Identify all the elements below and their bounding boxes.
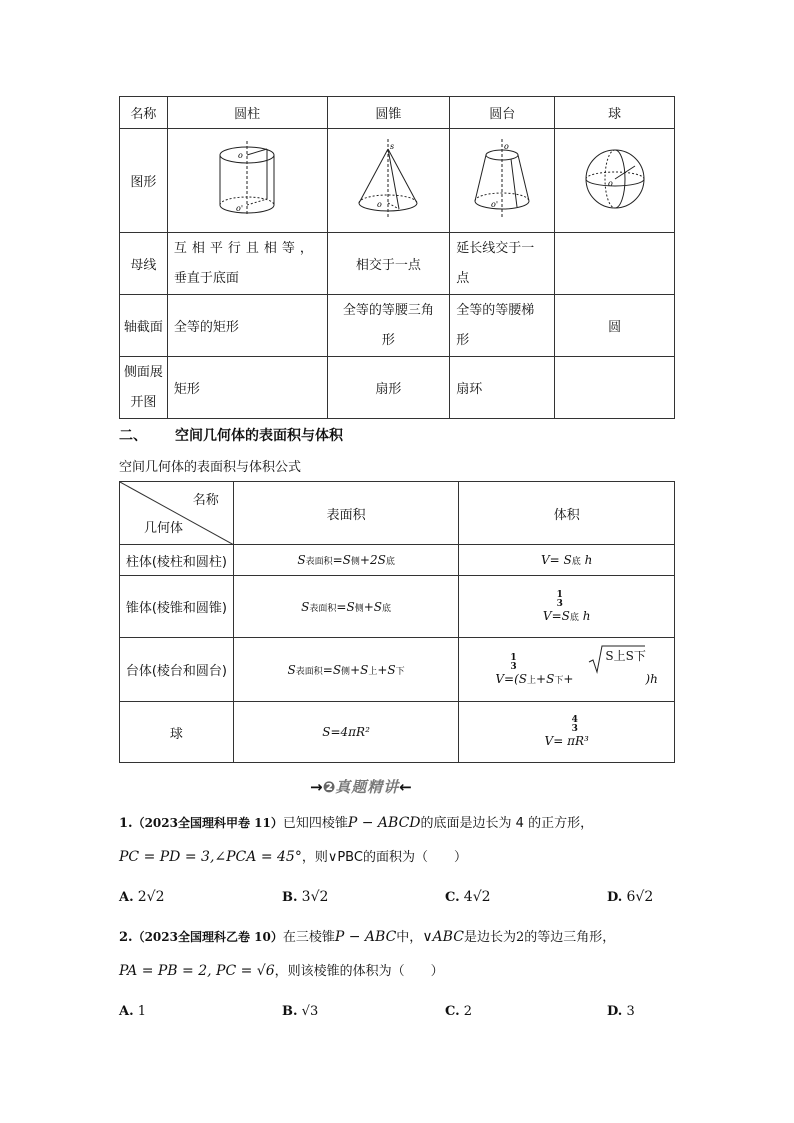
cone-generatrix: 相交于一点	[327, 233, 450, 295]
sphere-axial: 圆	[555, 295, 675, 357]
sphere-volume-formula: 4 3 V= πR³	[459, 702, 675, 763]
q1-option-d[interactable]: D. 6√2	[607, 889, 654, 905]
cylinder-figure	[167, 129, 327, 233]
cone-axial: 全等的等腰三角 形	[327, 295, 450, 357]
svg-text:o: o	[504, 141, 510, 151]
q2-option-a[interactable]: A. 1	[119, 1004, 147, 1019]
row-label-frustum: 台体(棱台和圆台)	[120, 638, 234, 702]
section-number: 二、	[119, 428, 147, 444]
row-label-generatrix: 母线	[120, 233, 168, 295]
frustum-generatrix: 延长线交于一 点	[450, 233, 555, 295]
cylinder-lateral: 矩形	[167, 357, 327, 419]
frustum-axial: 全等的等腰梯 形	[450, 295, 555, 357]
row-label-lateral: 侧面展 开图	[120, 357, 168, 419]
corner-top-label: 名称	[192, 493, 219, 508]
frustum-lateral: 扇环	[450, 357, 555, 419]
header-sphere: 球	[555, 97, 675, 129]
section-heading	[119, 425, 343, 445]
cylinder-axial: 全等的矩形	[167, 295, 327, 357]
question-2-line-2: PA = PB = 2, PC = √6，则该棱锥的体积为（ ）	[119, 963, 444, 979]
frustum-figure	[450, 129, 555, 233]
frustum-surface-formula: S表面积=S侧+S上+S下	[233, 638, 459, 702]
svg-text:o: o	[377, 199, 383, 209]
svg-text:o': o'	[236, 203, 244, 213]
sqrt-content: S上S下	[605, 649, 646, 663]
header-frustum: 圆台	[450, 97, 555, 129]
svg-text:o: o	[607, 178, 613, 188]
cone-figure	[327, 129, 450, 233]
section-subtitle: 空间几何体的表面积与体积公式	[119, 460, 302, 475]
svg-text:s: s	[390, 141, 395, 151]
row-label-shape: 图形	[120, 129, 168, 233]
row-label-prism: 柱体(棱柱和圆柱)	[120, 545, 234, 576]
sphere-generatrix	[555, 233, 675, 295]
sphere-icon	[580, 144, 650, 214]
row-label-pyramid: 锥体(棱锥和圆锥)	[120, 576, 234, 638]
header-volume: 体积	[459, 482, 675, 545]
pyramid-surface-formula: S表面积=S侧+S底	[233, 576, 459, 638]
banner-title: 真题精讲	[335, 778, 400, 796]
sphere-figure	[555, 129, 675, 233]
header-cylinder: 圆柱	[167, 97, 327, 129]
number-badge-icon: ❷	[322, 778, 336, 796]
q1-option-b[interactable]: B. 3√2	[282, 889, 329, 905]
header-name: 名称	[120, 97, 168, 129]
prism-surface-formula: S表面积=S侧+2S底	[233, 545, 459, 576]
arrow-right-icon: →	[310, 778, 323, 796]
prism-volume-formula: V= S底 h	[459, 545, 675, 576]
q1-option-c[interactable]: C. 4√2	[445, 889, 491, 905]
cylinder-icon	[212, 139, 282, 219]
question-1-line-2: PC = PD = 3,∠PCA = 45°，则∨PBC的面积为（ ）	[119, 849, 467, 865]
svg-text:o: o	[238, 150, 243, 160]
header-cone: 圆锥	[327, 97, 450, 129]
q1-option-a[interactable]: A. 2√2	[119, 889, 165, 905]
arrow-left-icon: ←	[399, 778, 412, 796]
cylinder-generatrix: 互相平行且相等， 垂直于底面	[167, 233, 327, 295]
real-questions-banner	[310, 776, 412, 797]
header-surface: 表面积	[233, 482, 459, 545]
solids-table	[119, 96, 675, 419]
sphere-lateral	[555, 357, 675, 419]
row-label-sphere: 球	[120, 702, 234, 763]
sphere-surface-formula: S=4πR²	[233, 702, 459, 763]
cone-icon	[353, 137, 423, 221]
row-label-axial-section: 轴截面	[120, 295, 168, 357]
q2-option-c[interactable]: C. 2	[445, 1004, 473, 1019]
q2-option-d[interactable]: D. 3	[607, 1004, 635, 1019]
frustum-icon	[467, 137, 537, 221]
section-title: 空间几何体的表面积与体积	[175, 428, 343, 444]
corner-bottom-label: 几何体	[144, 521, 184, 536]
q2-option-b[interactable]: B. √3	[282, 1004, 319, 1019]
pyramid-volume-formula: 1 3 V=S底 h	[459, 576, 675, 638]
question-2-line-1: 2.（2023全国理科乙卷 10）在三棱锥P − ABC中，∨ABC是边长为2的等边三角形，	[119, 929, 616, 945]
cone-lateral: 扇形	[327, 357, 450, 419]
formula-table	[119, 481, 675, 763]
corner-cell	[120, 482, 234, 545]
svg-text:o': o'	[491, 199, 499, 209]
frustum-volume-formula: 1 3 V=(S上+S下+ S上S下 )h	[459, 638, 675, 702]
question-1-line-1: 1.（2023全国理科甲卷 11）已知四棱锥P − ABCD的底面是边长为 4 的正方形，	[119, 815, 594, 831]
